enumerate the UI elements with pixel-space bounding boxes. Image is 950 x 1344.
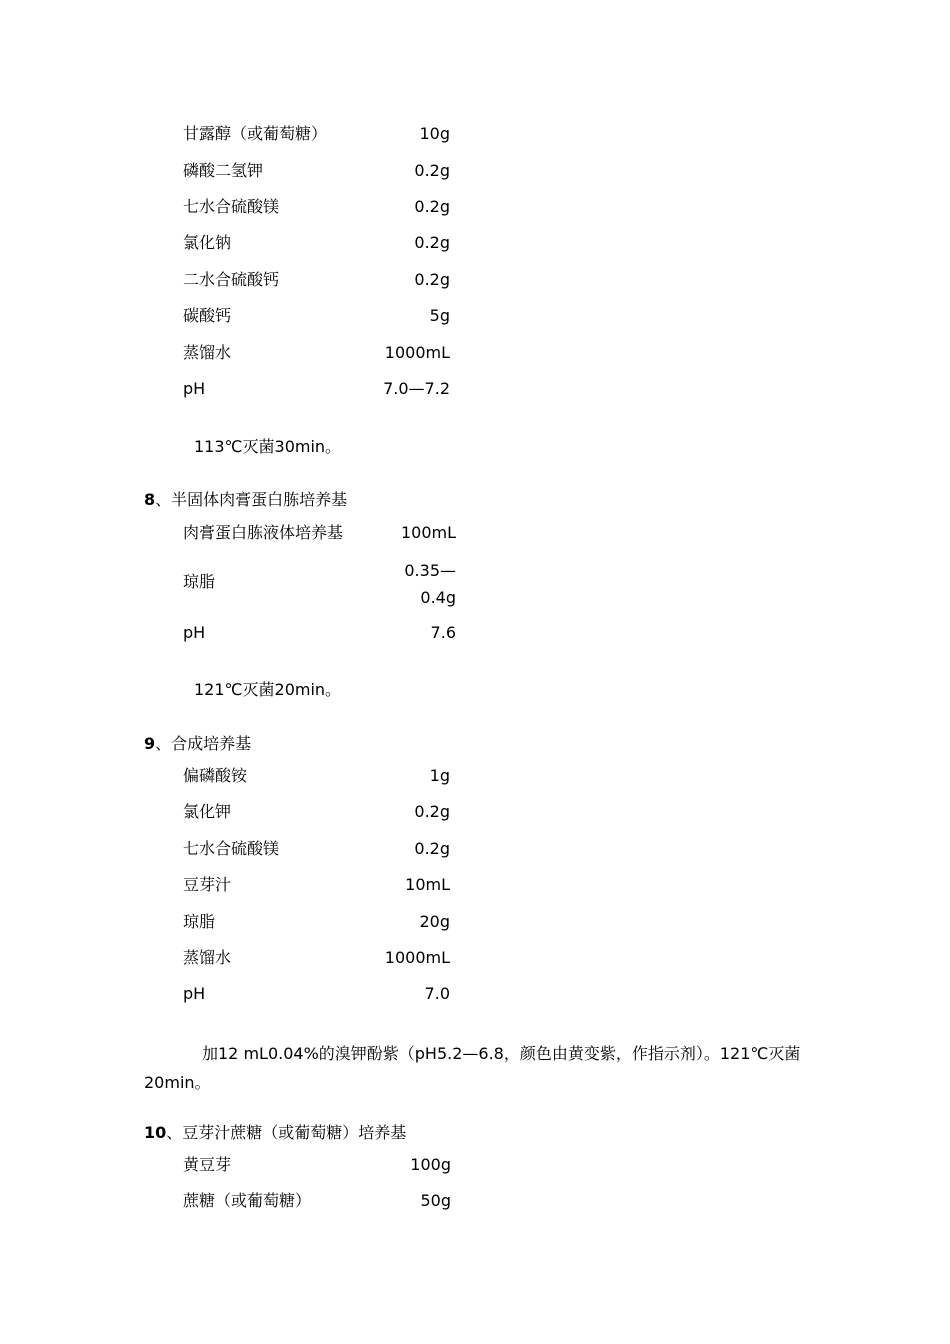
section-number: 9 <box>144 734 156 753</box>
ingredient-name: 琼脂 <box>183 912 216 931</box>
ingredient-amount: 1g <box>429 766 450 785</box>
ingredient-amount: 50g <box>420 1191 451 1210</box>
ingredient-name: 蒸馏水 <box>183 343 232 362</box>
ingredient-amount: 100g <box>410 1155 451 1174</box>
ingredient-name: 磷酸二氢钾 <box>183 161 264 180</box>
ingredient-name: 氯化钾 <box>183 802 232 821</box>
ingredient-name: pH <box>183 984 206 1003</box>
ingredient-name: 蒸馏水 <box>183 948 232 967</box>
ingredient-name: pH <box>183 623 206 642</box>
ingredient-amount: 5g <box>429 306 450 325</box>
ingredient-name: 琼脂 <box>183 572 216 591</box>
section-number: 10 <box>144 1123 167 1142</box>
ingredient-amount: 0.2g <box>414 233 450 252</box>
ingredient-amount: 1000mL <box>384 948 450 967</box>
ingredient-name: 甘露醇（或葡萄糖） <box>183 124 328 143</box>
section-heading <box>144 488 347 512</box>
section-title: 、豆芽汁蔗糖（或葡萄糖）培养基 <box>166 1123 407 1142</box>
ingredient-name: 七水合硫酸镁 <box>183 197 280 216</box>
ingredient-amount: 7.6 <box>430 623 456 642</box>
ingredient-name: pH <box>183 379 206 398</box>
ingredient-amount: 10mL <box>405 875 450 894</box>
ingredient-name: 肉膏蛋白胨液体培养基 <box>183 523 344 542</box>
ingredient-amount: 7.0 <box>424 984 450 1003</box>
ingredient-amount: 0.2g <box>414 161 450 180</box>
ingredient-amount: 20g <box>419 912 450 931</box>
section-heading <box>144 732 251 756</box>
section-heading <box>144 1121 406 1145</box>
sterilization-note: 121℃灭菌20min。 <box>194 680 342 699</box>
ingredient-name: 蔗糖（或葡萄糖） <box>183 1191 312 1210</box>
ingredient-name: 偏磷酸铵 <box>183 766 248 785</box>
ingredient-amount: 0.35—0.4g <box>404 561 456 607</box>
section-title: 、半固体肉膏蛋白胨培养基 <box>155 490 348 509</box>
sterilization-note: 113℃灭菌30min。 <box>194 437 342 456</box>
ingredient-amount: 0.2g <box>414 197 450 216</box>
ingredient-amount: 0.2g <box>414 802 450 821</box>
ingredient-amount: 100mL <box>400 523 456 542</box>
ingredient-name: 碳酸钙 <box>183 306 232 325</box>
indicator-note: 加12 mL0.04%的溴钾酚紫（pH5.2—6.8，颜色由黄变紫，作指示剂）。121℃灭菌20min。 <box>144 1044 801 1092</box>
ingredient-amount: 0.2g <box>414 270 450 289</box>
ingredient-name: 二水合硫酸钙 <box>183 270 280 289</box>
ingredient-amount: 1000mL <box>384 343 450 362</box>
ingredient-name: 豆芽汁 <box>183 875 232 894</box>
section-title: 、合成培养基 <box>155 734 252 753</box>
ingredient-amount: 10g <box>419 124 450 143</box>
ingredient-name: 七水合硫酸镁 <box>183 839 280 858</box>
ingredient-name: 黄豆芽 <box>183 1155 232 1174</box>
ingredient-amount: 7.0—7.2 <box>383 379 450 398</box>
section-number: 8 <box>144 490 156 509</box>
ingredient-name: 氯化钠 <box>183 233 232 252</box>
ingredient-amount: 0.2g <box>414 839 450 858</box>
